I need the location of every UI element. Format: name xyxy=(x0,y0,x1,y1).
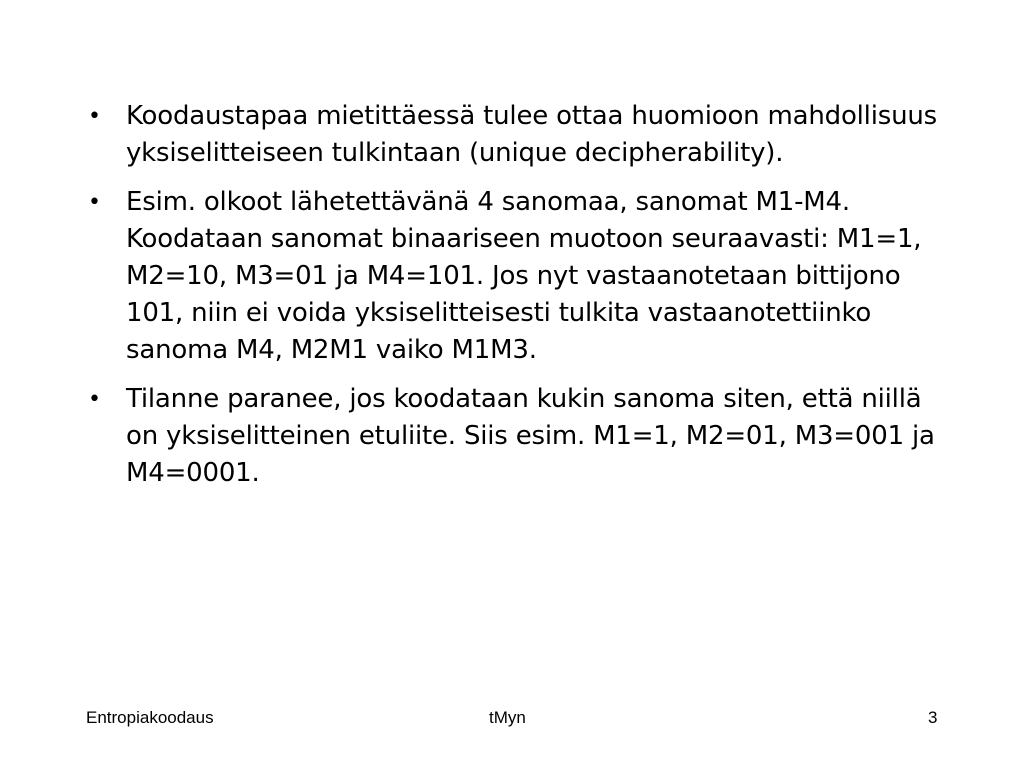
bullet-item xyxy=(88,184,938,369)
bullet-text: Koodaustapaa mietittäessä tulee ottaa huomioon mahdollisuus yksiselitteiseen tulkintaan (unique decipherability). xyxy=(126,101,937,168)
bullet-list xyxy=(88,98,938,504)
bullet-item xyxy=(88,381,938,492)
page-number: 3 xyxy=(928,708,938,727)
bullet-text: Esim. olkoot lähetettävänä 4 sanomaa, sanomat M1-M4. Koodataan sanomat binaariseen muotoon seuraavasti: M1=1, M2=10, M3=01 ja M4=101. Jos nyt vastaanotetaan bittijono 101, niin ei voida yksiselitteisesti tulkita vastaanotettiinko sanoma M4, M2M1 vaiko M1M3. xyxy=(126,187,922,365)
footer-left-text: Entropiakoodaus xyxy=(86,708,214,727)
bullet-icon: • xyxy=(88,104,101,129)
bullet-icon: • xyxy=(88,190,101,215)
bullet-item xyxy=(88,98,938,172)
bullet-icon: • xyxy=(88,387,101,412)
bullet-text: Tilanne paranee, jos koodataan kukin sanoma siten, että niillä on yksiselitteinen etuliite. Siis esim. M1=1, M2=01, M3=001 ja M4=0001. xyxy=(126,384,935,488)
footer-center-text: tMyn xyxy=(489,708,526,727)
